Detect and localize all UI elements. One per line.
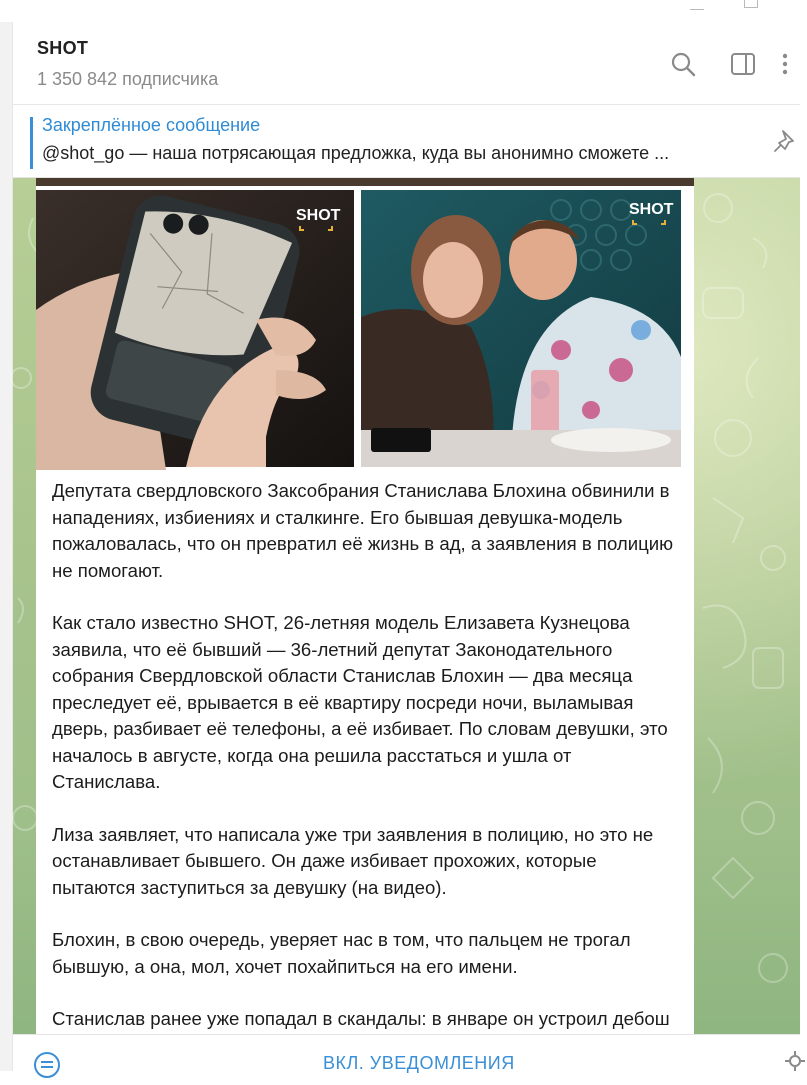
post-paragraph: Станислав ранее уже попадал в скандалы: в январе он устроил дебош [52, 1008, 670, 1029]
post-paragraph: Депутата свердловского Заксобрания Станислава Блохина обвинили в нападениях, избиениях и сталкинге. Его бывшая девушка-модель пожаловалась, что он превратил её жизнь в ад, а заявления в полицию не помогают. [52, 480, 674, 581]
minimize-icon[interactable] [690, 9, 704, 10]
post-paragraph: Блохин, в свою очередь, уверяет нас в том, что пальцем не трогал бывшую, а она, мол, хочет похайпиться на его имени. [52, 929, 631, 977]
photo-watermark: SHOT [629, 201, 674, 218]
channel-title[interactable]: SHOT [37, 38, 89, 58]
post-text [52, 478, 682, 1085]
settings-icon[interactable] [783, 1049, 807, 1073]
post-paragraph: Лиза заявляет, что написала уже три заявления в полицию, но это не останавливает бывшего. Он даже избивает прохожих, которые пытаются заступиться за девушку (на видео). [52, 823, 654, 898]
post-message[interactable] [36, 178, 694, 1058]
chat-area[interactable] [13, 178, 800, 1034]
chat-header [13, 22, 800, 105]
subscriber-count: 1 350 842 подписчика [37, 69, 219, 89]
pin-icon[interactable] [773, 127, 801, 155]
post-paragraph: Как стало известно SHOT, 26-летняя модель Елизавета Кузнецова заявила, что её бывший — 36-летний депутат Законодательного собрания Свердловской области Станислав Блохин — два месяца преследует её, врывается в её квартиру посреди ночи, выламывая дверь, разбивает её телефоны, а её избивает. По словам девушки, это началось в августе, когда она решила расстаться и ушла от Станислава. [52, 612, 668, 792]
maximize-icon[interactable] [744, 0, 758, 8]
pinned-title: Закреплённое сообщение [42, 115, 261, 135]
photo-couple[interactable] [361, 190, 681, 467]
couple-image [361, 190, 681, 467]
photo-watermark: SHOT [296, 207, 341, 224]
sidebar-toggle-icon[interactable] [729, 50, 757, 78]
search-icon[interactable] [669, 50, 697, 78]
broken-phone-image [36, 190, 354, 467]
media-top-strip [36, 178, 694, 186]
left-panel-edge [0, 22, 13, 1071]
window-titlebar [0, 0, 800, 22]
pinned-message[interactable] [13, 105, 800, 178]
photo-broken-phone[interactable] [36, 190, 354, 467]
bottom-bar [13, 1034, 800, 1072]
pinned-accent-bar [30, 117, 33, 169]
pinned-text: @shot_go — наша потрясающая предложка, куда вы анонимно сможете ... [42, 143, 670, 163]
more-vertical-icon[interactable] [771, 50, 799, 78]
enable-notifications-button[interactable]: ВКЛ. УВЕДОМЛЕНИЯ [323, 1053, 515, 1073]
menu-icon[interactable] [33, 1051, 61, 1079]
